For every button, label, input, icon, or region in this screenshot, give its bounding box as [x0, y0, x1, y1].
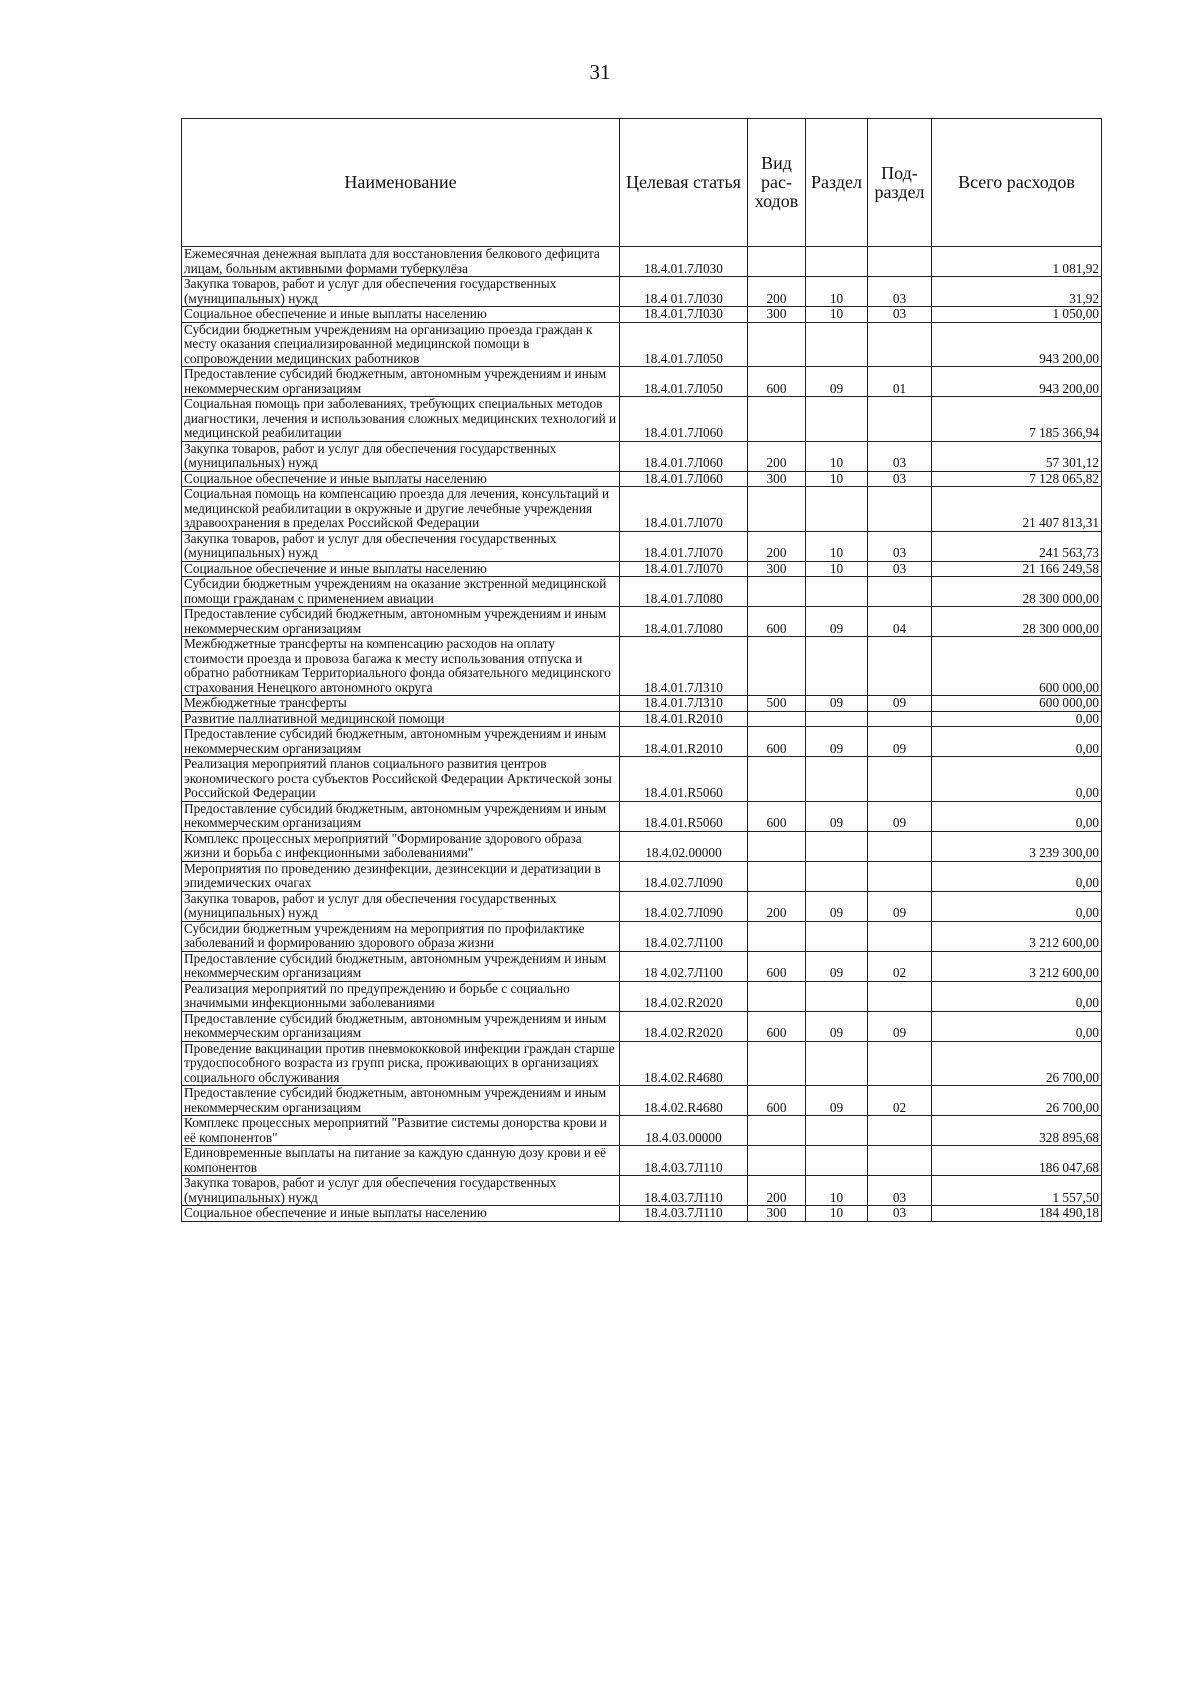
row-total-cell: 943 200,00 [932, 322, 1102, 367]
row-target-cell: 18.4.01.7Л080 [620, 607, 748, 637]
row-section-cell: 10 [806, 307, 868, 323]
row-target-cell: 18.4.02.R2020 [620, 1011, 748, 1041]
row-name-cell: Социальное обеспечение и иные выплаты населению [182, 1206, 620, 1222]
row-name-cell: Реализация мероприятий по предупреждению и борьбе с социально значимыми инфекционными заболеваниями [182, 981, 620, 1011]
row-section-cell: 09 [806, 891, 868, 921]
row-subsection-cell: 03 [868, 277, 932, 307]
row-subsection-cell: 04 [868, 607, 932, 637]
row-kind-cell: 300 [748, 307, 806, 323]
row-subsection-cell: 02 [868, 1086, 932, 1116]
row-target-cell: 18 4.02.7Л100 [620, 951, 748, 981]
table-row [182, 367, 1102, 397]
row-name-cell: Предоставление субсидий бюджетным, автономным учреждениям и иным некоммерческим организациям [182, 801, 620, 831]
table-row [182, 861, 1102, 891]
row-target-cell: 18.4.01.7Л060 [620, 397, 748, 442]
row-total-cell: 21 407 813,31 [932, 487, 1102, 532]
row-subsection-cell: 03 [868, 441, 932, 471]
row-section-cell [806, 487, 868, 532]
row-subsection-cell [868, 1116, 932, 1146]
table-row [182, 1146, 1102, 1176]
row-total-cell: 57 301,12 [932, 441, 1102, 471]
row-section-cell [806, 1041, 868, 1086]
row-subsection-cell: 03 [868, 1206, 932, 1222]
row-target-cell: 18.4.02.7Л090 [620, 891, 748, 921]
row-target-cell: 18.4.01.7Л050 [620, 367, 748, 397]
row-total-cell: 1 050,00 [932, 307, 1102, 323]
row-total-cell: 21 166 249,58 [932, 561, 1102, 577]
row-section-cell: 10 [806, 561, 868, 577]
budget-table [181, 118, 1102, 1222]
row-kind-cell: 600 [748, 1086, 806, 1116]
row-subsection-cell [868, 397, 932, 442]
row-subsection-cell: 01 [868, 367, 932, 397]
table-row [182, 441, 1102, 471]
row-target-cell: 18.4.02.7Л100 [620, 921, 748, 951]
row-total-cell: 31,92 [932, 277, 1102, 307]
row-total-cell: 0,00 [932, 757, 1102, 802]
row-total-cell: 1 081,92 [932, 247, 1102, 277]
row-kind-cell: 300 [748, 561, 806, 577]
row-name-cell: Проведение вакцинации против пневмококковой инфекции граждан старше трудоспособного возраста из групп риска, проживающих в организациях социального обслуживания [182, 1041, 620, 1086]
header-name: Наименование [182, 119, 620, 247]
row-target-cell: 18.4.01.7Л030 [620, 307, 748, 323]
row-target-cell: 18.4.01.R5060 [620, 757, 748, 802]
row-name-cell: Предоставление субсидий бюджетным, автономным учреждениям и иным некоммерческим организациям [182, 367, 620, 397]
row-subsection-cell: 03 [868, 307, 932, 323]
table-header-row [182, 119, 1102, 247]
row-name-cell: Мероприятия по проведению дезинфекции, дезинсекции и дератизации в эпидемических очагах [182, 861, 620, 891]
table-row [182, 727, 1102, 757]
row-target-cell: 18.4.02.R4680 [620, 1041, 748, 1086]
table-row [182, 981, 1102, 1011]
row-total-cell: 600 000,00 [932, 637, 1102, 696]
header-expense-kind: Вид рас- ходов [748, 119, 806, 247]
row-kind-cell [748, 637, 806, 696]
row-kind-cell [748, 831, 806, 861]
row-target-cell: 18.4.01.R5060 [620, 801, 748, 831]
row-name-cell: Закупка товаров, работ и услуг для обеспечения государственных (муниципальных) нужд [182, 441, 620, 471]
row-target-cell: 18.4.01.R2010 [620, 711, 748, 727]
row-name-cell: Развитие паллиативной медицинской помощи [182, 711, 620, 727]
row-name-cell: Закупка товаров, работ и услуг для обеспечения государственных (муниципальных) нужд [182, 277, 620, 307]
row-subsection-cell [868, 637, 932, 696]
row-total-cell: 0,00 [932, 711, 1102, 727]
row-section-cell [806, 861, 868, 891]
row-subsection-cell: 09 [868, 696, 932, 712]
row-name-cell: Комплекс процессных мероприятий "Формирование здорового образа жизни и борьба с инфекционными заболеваниями" [182, 831, 620, 861]
row-section-cell: 09 [806, 1086, 868, 1116]
row-target-cell: 18.4.03.00000 [620, 1116, 748, 1146]
row-subsection-cell: 09 [868, 801, 932, 831]
row-section-cell: 10 [806, 1176, 868, 1206]
table-row [182, 577, 1102, 607]
row-target-cell: 18.4.01.7Л050 [620, 322, 748, 367]
row-target-cell: 18.4.01.7Л070 [620, 561, 748, 577]
row-target-cell: 18.4.01.7Л310 [620, 637, 748, 696]
row-total-cell: 3 212 600,00 [932, 921, 1102, 951]
table-row [182, 831, 1102, 861]
table-row [182, 607, 1102, 637]
row-total-cell: 0,00 [932, 981, 1102, 1011]
row-subsection-cell [868, 577, 932, 607]
row-kind-cell: 500 [748, 696, 806, 712]
row-subsection-cell [868, 1041, 932, 1086]
row-subsection-cell: 03 [868, 471, 932, 487]
row-target-cell: 18.4.02.7Л090 [620, 861, 748, 891]
row-total-cell: 26 700,00 [932, 1041, 1102, 1086]
row-kind-cell [748, 322, 806, 367]
row-section-cell [806, 637, 868, 696]
row-name-cell: Закупка товаров, работ и услуг для обеспечения государственных (муниципальных) нужд [182, 1176, 620, 1206]
row-name-cell: Комплекс процессных мероприятий "Развитие системы донорства крови и её компонентов" [182, 1116, 620, 1146]
row-kind-cell [748, 981, 806, 1011]
row-total-cell: 600 000,00 [932, 696, 1102, 712]
row-target-cell: 18.4.01.R2010 [620, 727, 748, 757]
table-row [182, 247, 1102, 277]
row-name-cell: Ежемесячная денежная выплата для восстановления белкового дефицита лицам, больным активными формами туберкулёза [182, 247, 620, 277]
table-row [182, 1116, 1102, 1146]
row-subsection-cell [868, 711, 932, 727]
row-target-cell: 18.4.01.7Л060 [620, 471, 748, 487]
row-section-cell: 10 [806, 471, 868, 487]
row-kind-cell: 600 [748, 367, 806, 397]
table-row [182, 757, 1102, 802]
table-row [182, 801, 1102, 831]
row-subsection-cell: 03 [868, 1176, 932, 1206]
row-kind-cell: 200 [748, 441, 806, 471]
row-target-cell: 18.4.03.7Л110 [620, 1206, 748, 1222]
row-total-cell: 0,00 [932, 1011, 1102, 1041]
header-total: Всего расходов [932, 119, 1102, 247]
row-name-cell: Социальное обеспечение и иные выплаты населению [182, 471, 620, 487]
table-row [182, 531, 1102, 561]
row-total-cell: 0,00 [932, 801, 1102, 831]
row-name-cell: Предоставление субсидий бюджетным, автономным учреждениям и иным некоммерческим организациям [182, 1011, 620, 1041]
row-subsection-cell [868, 981, 932, 1011]
row-name-cell: Субсидии бюджетным учреждениям на мероприятия по профилактике заболеваний и формированию здорового образа жизни [182, 921, 620, 951]
header-subsection: Под- раздел [868, 119, 932, 247]
row-name-cell: Единовременные выплаты на питание за каждую сданную дозу крови и её компонентов [182, 1146, 620, 1176]
row-name-cell: Предоставление субсидий бюджетным, автономным учреждениям и иным некоммерческим организациям [182, 1086, 620, 1116]
row-section-cell [806, 322, 868, 367]
table-row [182, 1206, 1102, 1222]
row-section-cell [806, 711, 868, 727]
table-row [182, 637, 1102, 696]
row-target-cell: 18.4.03.7Л110 [620, 1176, 748, 1206]
row-kind-cell [748, 1146, 806, 1176]
row-section-cell: 09 [806, 607, 868, 637]
row-subsection-cell [868, 757, 932, 802]
row-kind-cell: 200 [748, 891, 806, 921]
row-kind-cell [748, 577, 806, 607]
row-subsection-cell [868, 487, 932, 532]
row-name-cell: Социальная помощь при заболеваниях, требующих специальных методов диагностики, лечения и использования сложных медицинских технологий и медицинской реабилитации [182, 397, 620, 442]
row-subsection-cell [868, 831, 932, 861]
row-target-cell: 18.4.03.7Л110 [620, 1146, 748, 1176]
row-name-cell: Субсидии бюджетным учреждениям на оказание экстренной медицинской помощи гражданам с применением авиации [182, 577, 620, 607]
header-section: Раздел [806, 119, 868, 247]
row-section-cell [806, 831, 868, 861]
row-target-cell: 18.4.01.7Л030 [620, 247, 748, 277]
row-total-cell: 7 185 366,94 [932, 397, 1102, 442]
row-target-cell: 18.4.02.R4680 [620, 1086, 748, 1116]
row-target-cell: 18.4.01.7Л310 [620, 696, 748, 712]
row-name-cell: Предоставление субсидий бюджетным, автономным учреждениям и иным некоммерческим организациям [182, 727, 620, 757]
row-total-cell: 3 239 300,00 [932, 831, 1102, 861]
row-name-cell: Межбюджетные трансферты на компенсацию расходов на оплату стоимости проезда и провоза багажа к месту использования отпуска и обратно работникам Территориального фонда обязательного медицинского страхования Ненецкого автономного округа [182, 637, 620, 696]
row-target-cell: 18.4.01.7Л070 [620, 487, 748, 532]
table-row [182, 711, 1102, 727]
row-section-cell [806, 247, 868, 277]
table-row [182, 891, 1102, 921]
row-subsection-cell: 02 [868, 951, 932, 981]
row-total-cell: 28 300 000,00 [932, 607, 1102, 637]
table-row [182, 1086, 1102, 1116]
row-section-cell [806, 577, 868, 607]
row-name-cell: Социальное обеспечение и иные выплаты населению [182, 561, 620, 577]
row-kind-cell: 600 [748, 1011, 806, 1041]
row-total-cell: 184 490,18 [932, 1206, 1102, 1222]
row-section-cell: 09 [806, 801, 868, 831]
row-section-cell [806, 1146, 868, 1176]
row-name-cell: Предоставление субсидий бюджетным, автономным учреждениям и иным некоммерческим организациям [182, 951, 620, 981]
row-name-cell: Закупка товаров, работ и услуг для обеспечения государственных (муниципальных) нужд [182, 531, 620, 561]
row-kind-cell: 200 [748, 1176, 806, 1206]
table-row [182, 487, 1102, 532]
row-section-cell: 10 [806, 1206, 868, 1222]
row-kind-cell [748, 1041, 806, 1086]
row-kind-cell [748, 757, 806, 802]
row-subsection-cell: 09 [868, 727, 932, 757]
row-subsection-cell [868, 921, 932, 951]
table-row [182, 322, 1102, 367]
row-subsection-cell: 09 [868, 891, 932, 921]
row-name-cell: Социальная помощь на компенсацию проезда для лечения, консультаций и медицинской реабилитации в окружные и другие лечебные учреждения здравоохранения в пределах Российской Федерации [182, 487, 620, 532]
row-total-cell: 241 563,73 [932, 531, 1102, 561]
row-target-cell: 18.4.02.00000 [620, 831, 748, 861]
row-section-cell [806, 1116, 868, 1146]
row-section-cell [806, 397, 868, 442]
row-total-cell: 943 200,00 [932, 367, 1102, 397]
table-row [182, 471, 1102, 487]
row-total-cell: 3 212 600,00 [932, 951, 1102, 981]
row-section-cell [806, 757, 868, 802]
row-section-cell: 09 [806, 727, 868, 757]
row-subsection-cell: 03 [868, 561, 932, 577]
row-name-cell: Закупка товаров, работ и услуг для обеспечения государственных (муниципальных) нужд [182, 891, 620, 921]
table-row [182, 921, 1102, 951]
row-target-cell: 18.4.01.7Л070 [620, 531, 748, 561]
row-total-cell: 7 128 065,82 [932, 471, 1102, 487]
row-subsection-cell [868, 1146, 932, 1176]
row-kind-cell [748, 711, 806, 727]
table-row [182, 951, 1102, 981]
table-row [182, 1176, 1102, 1206]
row-subsection-cell [868, 861, 932, 891]
table-row [182, 397, 1102, 442]
row-total-cell: 328 895,68 [932, 1116, 1102, 1146]
row-section-cell: 09 [806, 951, 868, 981]
row-kind-cell [748, 921, 806, 951]
row-section-cell: 10 [806, 277, 868, 307]
row-total-cell: 1 557,50 [932, 1176, 1102, 1206]
row-kind-cell: 300 [748, 1206, 806, 1222]
table-row [182, 1011, 1102, 1041]
row-kind-cell: 600 [748, 951, 806, 981]
row-kind-cell [748, 1116, 806, 1146]
table-row [182, 1041, 1102, 1086]
row-target-cell: 18.4.01.7Л060 [620, 441, 748, 471]
row-total-cell: 0,00 [932, 891, 1102, 921]
row-total-cell: 186 047,68 [932, 1146, 1102, 1176]
row-subsection-cell: 09 [868, 1011, 932, 1041]
row-kind-cell: 300 [748, 471, 806, 487]
row-target-cell: 18.4.01.7Л080 [620, 577, 748, 607]
row-name-cell: Социальное обеспечение и иные выплаты населению [182, 307, 620, 323]
row-kind-cell [748, 487, 806, 532]
row-name-cell: Межбюджетные трансферты [182, 696, 620, 712]
row-kind-cell: 600 [748, 607, 806, 637]
row-section-cell: 09 [806, 1011, 868, 1041]
row-section-cell [806, 921, 868, 951]
row-target-cell: 18.4.02.R2020 [620, 981, 748, 1011]
row-kind-cell [748, 247, 806, 277]
row-subsection-cell [868, 247, 932, 277]
table-row [182, 277, 1102, 307]
row-subsection-cell [868, 322, 932, 367]
row-name-cell: Субсидии бюджетным учреждениям на организацию проезда граждан к месту оказания специализированной медицинской помощи в сопровождении медицинских работников [182, 322, 620, 367]
row-section-cell [806, 981, 868, 1011]
row-kind-cell [748, 861, 806, 891]
row-total-cell: 28 300 000,00 [932, 577, 1102, 607]
row-section-cell: 10 [806, 441, 868, 471]
row-section-cell: 09 [806, 696, 868, 712]
row-kind-cell: 200 [748, 531, 806, 561]
row-name-cell: Предоставление субсидий бюджетным, автономным учреждениям и иным некоммерческим организациям [182, 607, 620, 637]
row-subsection-cell: 03 [868, 531, 932, 561]
row-total-cell: 0,00 [932, 727, 1102, 757]
row-kind-cell [748, 397, 806, 442]
page-number: 31 [589, 60, 611, 84]
header-target-article: Целевая статья [620, 119, 748, 247]
row-total-cell: 0,00 [932, 861, 1102, 891]
row-target-cell: 18.4 01.7Л030 [620, 277, 748, 307]
table-row [182, 307, 1102, 323]
table-row [182, 561, 1102, 577]
row-kind-cell: 200 [748, 277, 806, 307]
row-section-cell: 10 [806, 531, 868, 561]
row-kind-cell: 600 [748, 727, 806, 757]
row-section-cell: 09 [806, 367, 868, 397]
table-row [182, 696, 1102, 712]
row-total-cell: 26 700,00 [932, 1086, 1102, 1116]
row-name-cell: Реализация мероприятий планов социального развития центров экономического роста субъектов Российской Федерации Арктической зоны Российской Федерации [182, 757, 620, 802]
row-kind-cell: 600 [748, 801, 806, 831]
